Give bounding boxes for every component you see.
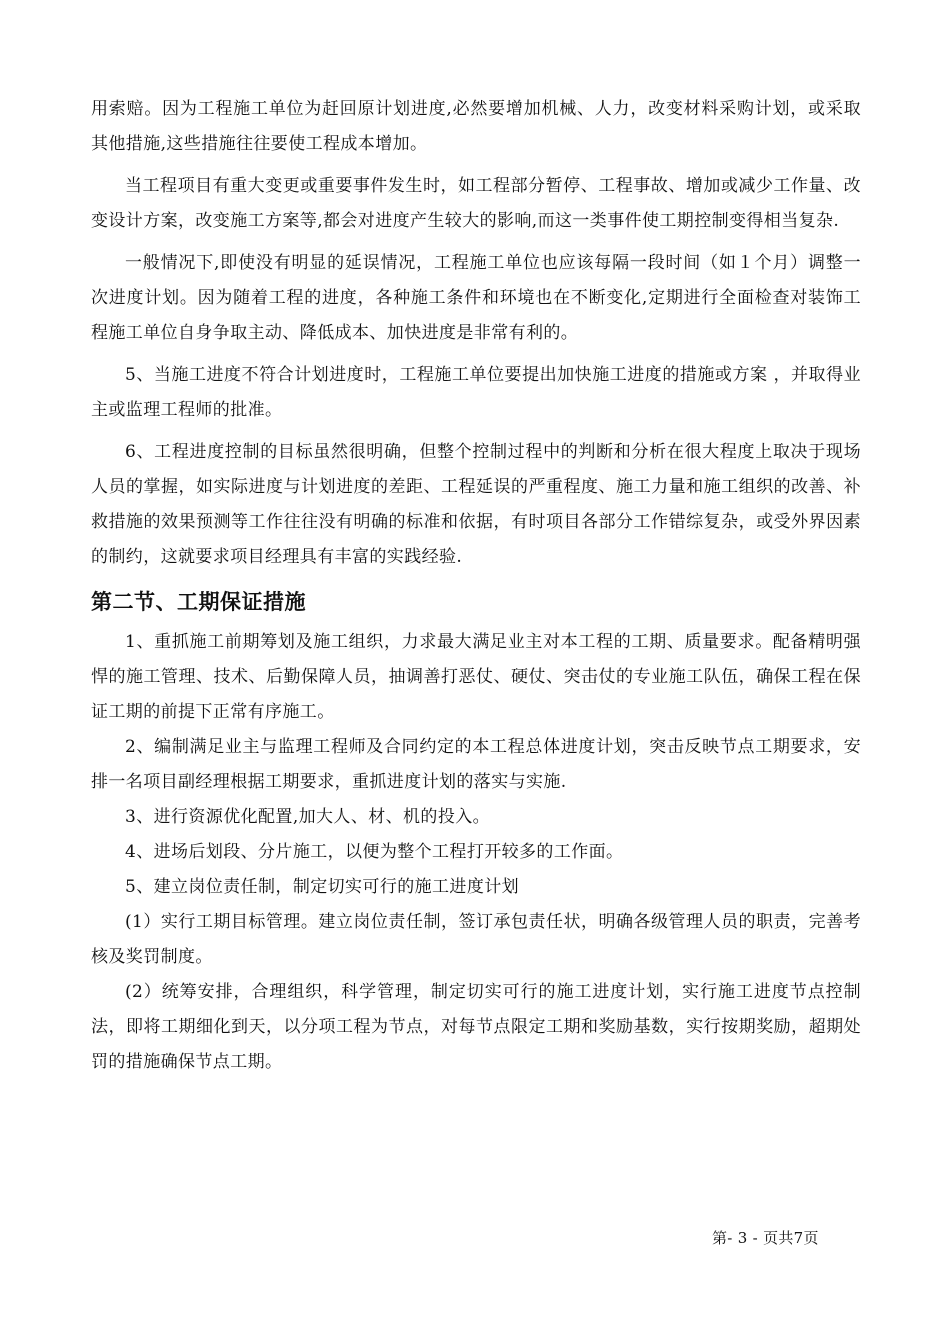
paragraph-major-changes: 当工程项目有重大变更或重要事件发生时，如工程部分暂停、工程事故、增加或减少工作量、改变设计方案，改变施工方案等,都会对进度产生较大的影响,而这一类事件使工期控制变得相当复杂.: [91, 176, 861, 231]
measure-item-3: 3、进行资源优化配置,加大人、材、机的投入。: [125, 807, 491, 827]
measure-sub-item-2: (2）统筹安排，合理组织，科学管理，制定切实可行的施工进度计划，实行施工进度节点控制法，即将工期细化到天，以分项工程为节点，对每节点限定工期和奖励基数，实行按期奖励，超期处罚的措施确保节点工期。: [91, 982, 861, 1072]
paragraph-periodic-adjustment: 一般情况下,即使没有明显的延误情况，工程施工单位也应该每隔一段时间（如１个月）调整一次进度计划。因为随着工程的进度，各种施工条件和环境也在不断变化,定期进行全面检查对装饰工程施工单位自身争取主动、降低成本、加快进度是非常有利的。: [91, 253, 861, 343]
paragraph-claim-continuation: 用索赔。因为工程施工单位为赶回原计划进度,必然要增加机械、人力，改变材料采购计划，或采取其他措施,这些措施往往要使工程成本增加。: [91, 99, 861, 154]
measure-item-4: 4、进场后划段、分片施工，以便为整个工程打开较多的工作面。: [125, 842, 624, 862]
measure-item-5: 5、建立岗位责任制，制定切实可行的施工进度计划: [125, 877, 520, 897]
measure-item-1: 1、重抓施工前期筹划及施工组织，力求最大满足业主对本工程的工期、质量要求。配备精明强悍的施工管理、技术、后勤保障人员，抽调善打恶仗、硬仗、突击仗的专业施工队伍，确保工程在保证工期的前提下正常有序施工。: [91, 632, 861, 722]
section-heading: 第二节、工期保证措施: [91, 590, 306, 614]
page-footer: 第- 3 - 页共7页: [712, 1229, 819, 1247]
document-body: [91, 92, 861, 1080]
measure-item-2: 2、编制满足业主与监理工程师及合同约定的本工程总体进度计划，突击反映节点工期要求，安排一名项目副经理根据工期要求，重抓进度计划的落实与实施.: [91, 737, 861, 792]
paragraph-item-6-experience: 6、工程进度控制的目标虽然很明确，但整个控制过程中的判断和分析在很大程度上取决于现场人员的掌握，如实际进度与计划进度的差距、工程延误的严重程度、施工力量和施工组织的改善、补救措施的效果预测等工作往往没有明确的标准和依据，有时项目各部分工作错综复杂，或受外界因素的制约，这就要求项目经理具有丰富的实践经验.: [91, 442, 861, 567]
paragraph-item-5-acceleration: 5、当施工进度不符合计划进度时，工程施工单位要提出加快施工进度的措施或方案 ，并取得业主或监理工程师的批准。: [91, 365, 861, 420]
measure-sub-item-1: (1）实行工期目标管理。建立岗位责任制，签订承包责任状，明确各级管理人员的职责，完善考核及奖罚制度。: [91, 912, 861, 967]
